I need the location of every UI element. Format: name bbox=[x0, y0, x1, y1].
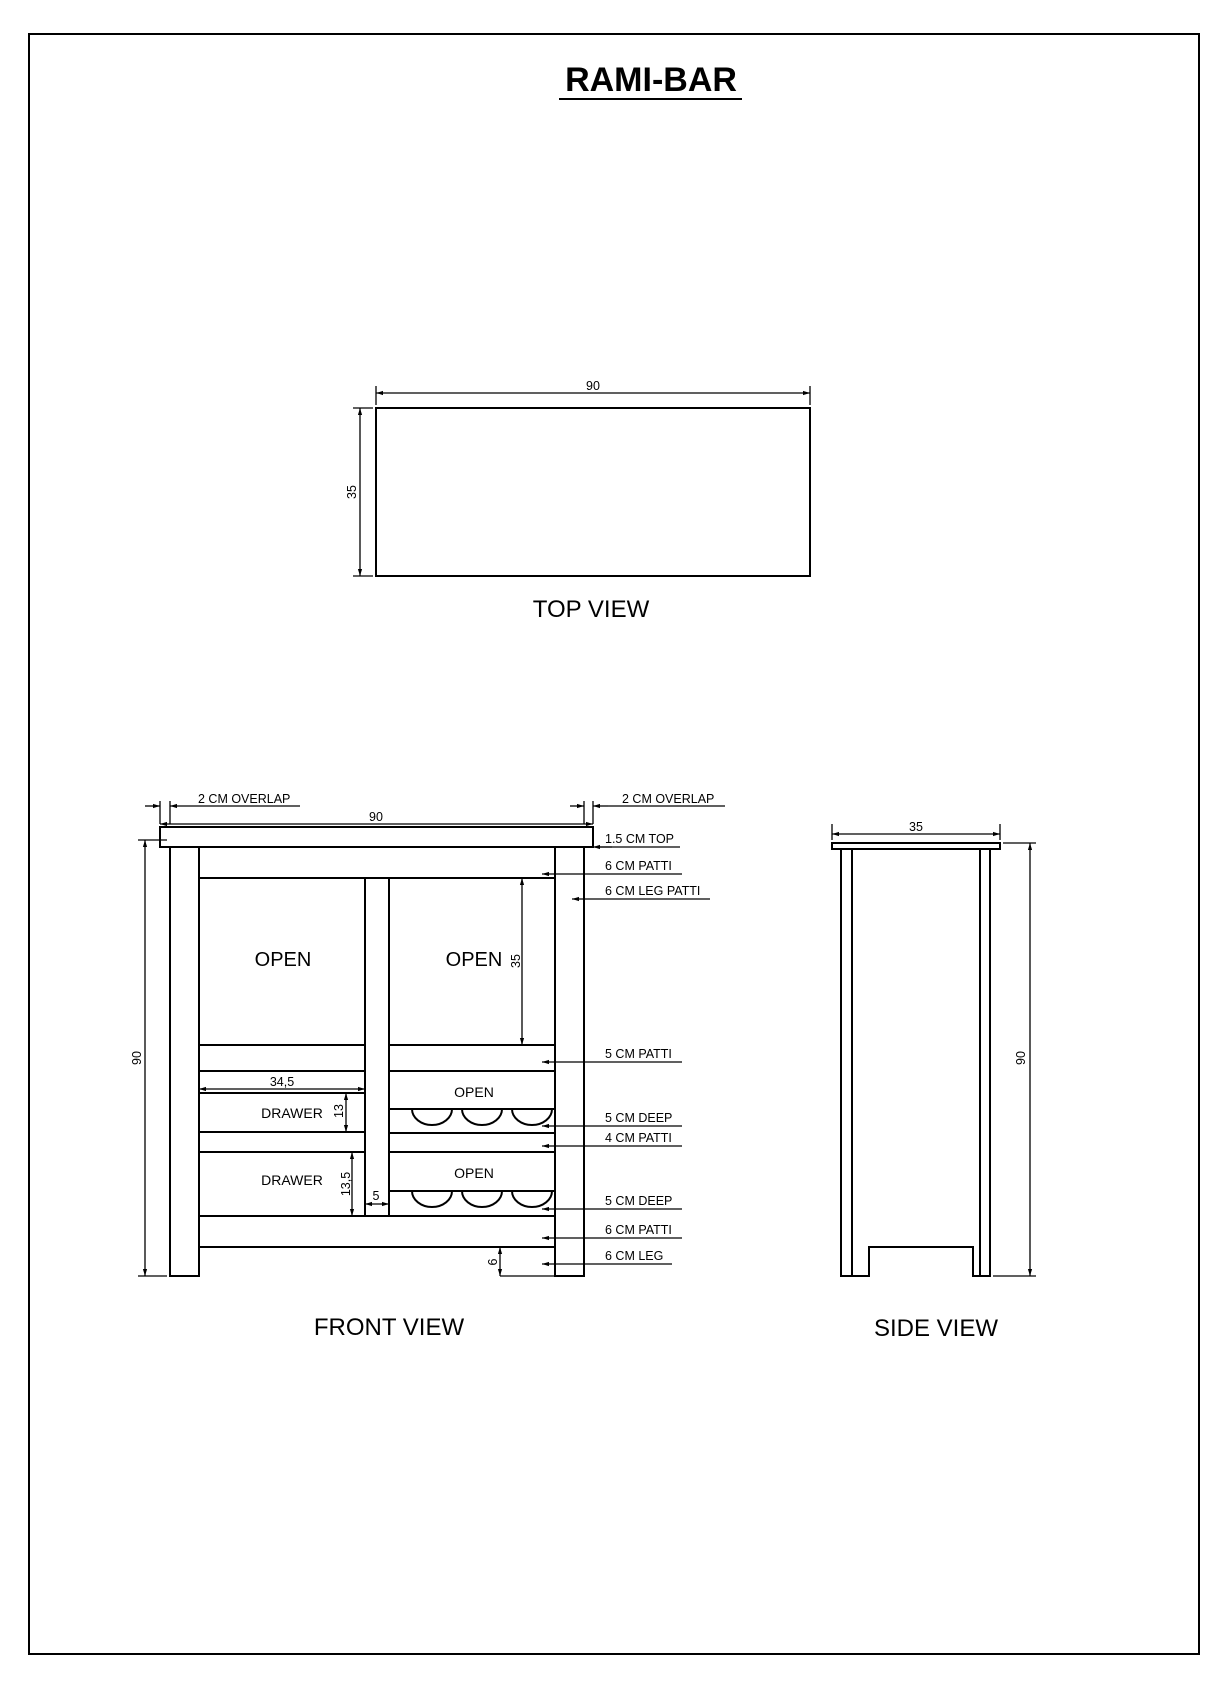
front-center-divider bbox=[365, 878, 389, 1216]
lower-rack-open-label: OPEN bbox=[454, 1165, 494, 1181]
drawing-title: RAMI-BAR bbox=[565, 61, 737, 99]
side-depth-dimension: 35 bbox=[909, 820, 923, 834]
front-view-label: FRONT VIEW bbox=[313, 1314, 465, 1341]
top-view bbox=[345, 379, 810, 623]
front-height-dimension: 90 bbox=[130, 1051, 144, 1065]
overlap-right-label: 2 CM OVERLAP bbox=[622, 792, 715, 806]
side-top-board bbox=[832, 843, 1000, 849]
upper-wine-rack-board bbox=[389, 1109, 555, 1133]
front-patti-left bbox=[199, 1045, 365, 1071]
front-width-dimension: 90 bbox=[369, 810, 383, 824]
upper-drawer-label: DRAWER bbox=[261, 1105, 323, 1121]
rack-separator-patti bbox=[389, 1133, 555, 1152]
open-upper-right-label: OPEN bbox=[445, 949, 503, 971]
drawer-width-dimension: 34,5 bbox=[269, 1075, 295, 1089]
lower-drawer-label: DRAWER bbox=[261, 1172, 323, 1188]
lower-drawer-height: 13,5 bbox=[339, 1171, 353, 1197]
open-height-dimension: 35 bbox=[509, 954, 523, 968]
open-upper-left-label: OPEN bbox=[254, 949, 312, 971]
callout-top: 1.5 CM TOP bbox=[605, 832, 675, 846]
leg-height-dimension: 6 bbox=[486, 1258, 500, 1266]
top-view-outline bbox=[376, 408, 810, 576]
front-left-leg bbox=[170, 847, 199, 1276]
title-block bbox=[559, 61, 742, 99]
callout-patti-4: 4 CM PATTI bbox=[605, 1131, 672, 1145]
top-depth-dimension: 35 bbox=[345, 485, 359, 499]
front-top-board bbox=[160, 827, 593, 847]
front-bottom-patti bbox=[199, 1216, 555, 1247]
front-view bbox=[130, 792, 725, 1341]
callout-patti-5: 5 CM PATTI bbox=[605, 1047, 672, 1061]
front-top-patti bbox=[199, 847, 555, 878]
callout-deep-upper: 5 CM DEEP bbox=[605, 1111, 673, 1125]
side-panel-outline bbox=[841, 849, 990, 1276]
callout-leg-patti: 6 CM LEG PATTI bbox=[605, 884, 701, 898]
callout-leg: 6 CM LEG bbox=[605, 1249, 664, 1263]
divider-width-dimension: 5 bbox=[372, 1189, 380, 1203]
side-height-dimension: 90 bbox=[1014, 1051, 1028, 1065]
callout-deep-lower: 5 CM DEEP bbox=[605, 1194, 673, 1208]
top-width-dimension: 90 bbox=[586, 379, 600, 393]
callout-patti-6-bottom: 6 CM PATTI bbox=[605, 1223, 672, 1237]
top-view-label: TOP VIEW bbox=[532, 596, 650, 623]
callout-patti-6-top: 6 CM PATTI bbox=[605, 859, 672, 873]
front-patti-right bbox=[389, 1045, 555, 1071]
drawer-separator bbox=[199, 1132, 365, 1152]
upper-rack-open-label: OPEN bbox=[454, 1084, 494, 1100]
side-view bbox=[832, 820, 1036, 1342]
upper-drawer-height: 13 bbox=[332, 1104, 346, 1118]
lower-wine-rack-board bbox=[389, 1191, 555, 1216]
side-view-label: SIDE VIEW bbox=[873, 1315, 999, 1342]
overlap-left-label: 2 CM OVERLAP bbox=[198, 792, 291, 806]
